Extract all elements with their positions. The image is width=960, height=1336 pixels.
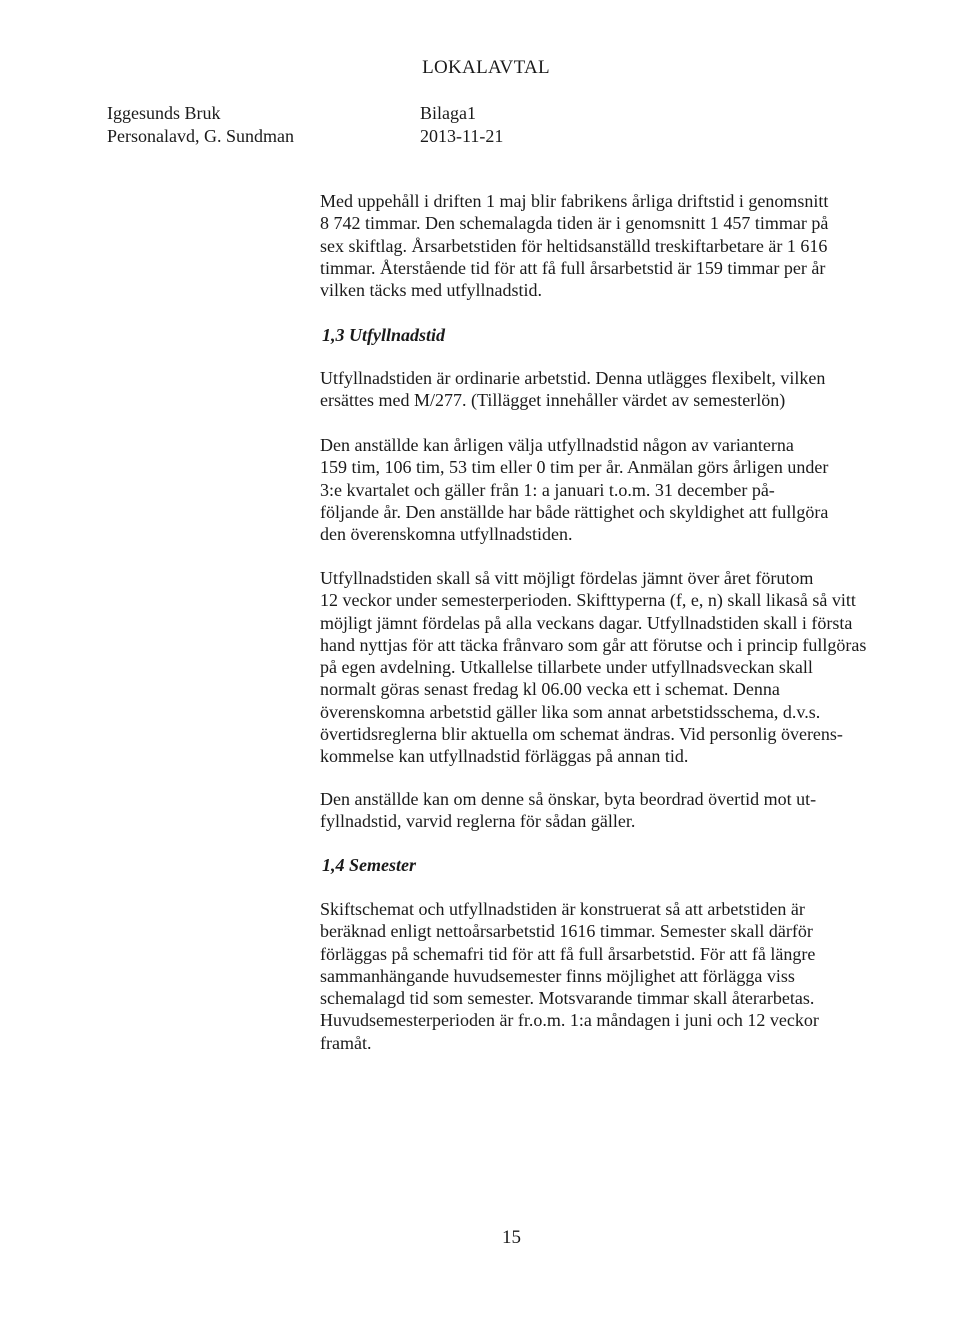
text-line: Huvudsemesterperioden är fr.o.m. 1:a måndagen i juni och 12 veckor — [320, 1010, 819, 1031]
page-number: 15 — [502, 1227, 521, 1248]
header-reference — [420, 102, 503, 148]
text-line: möjligt jämnt fördelas på alla veckans dagar. Utfyllnadstiden skall i första — [320, 612, 853, 633]
text-line: kommelse kan utfyllnadstid förläggas på annan tid. — [320, 746, 689, 767]
text-line: 159 tim, 106 tim, 53 tim eller 0 tim per år. Anmälan görs årligen under — [320, 457, 829, 478]
paragraph-overtime-exchange — [320, 788, 816, 833]
text-line: 8 742 timmar. Den schemalagda tiden är i genomsnitt 1 457 timmar på — [320, 213, 829, 234]
text-line: 3:e kvartalet och gäller från 1: a januari t.o.m. 31 december på- — [320, 479, 775, 500]
text-line: övertidsreglerna blir aktuella om schemat ändras. Vid personlig överens- — [320, 724, 843, 745]
document-date: 2013-11-21 — [420, 126, 504, 146]
company-name: Iggesunds Bruk — [107, 103, 221, 123]
section-heading-utfyllnadstid: 1,3 Utfyllnadstid — [322, 325, 446, 345]
paragraph-utfyllnadstid-choice — [320, 434, 828, 545]
text-line: Den anställde kan årligen välja utfyllnadstid någon av varianterna — [320, 435, 794, 455]
text-line: timmar. Återstående tid för att få full årsarbetstid är 159 timmar per år — [320, 257, 826, 278]
text-line: den överenskomna utfyllnadstiden. — [320, 524, 573, 545]
text-line: ersättes med M/277. (Tillägget innehåller värdet av semesterlön) — [320, 390, 786, 411]
text-line: hand nyttjas för att täcka frånvaro som går att förutse och i princip fullgöras — [320, 634, 867, 655]
paragraph-utfyllnadstid-definition — [320, 367, 825, 412]
text-line: överenskomna arbetstid gäller lika som annat arbetstidsschema, d.v.s. — [320, 701, 821, 722]
appendix-label: Bilaga1 — [420, 103, 476, 123]
text-line: Med uppehåll i driften 1 maj blir fabrikens årliga driftstid i genomsnitt — [320, 191, 829, 211]
text-line: på egen avdelning. Utkallelse tillarbete under utfyllnadsveckan skall — [320, 657, 813, 678]
text-line: beräknad enligt nettoårsarbetstid 1616 timmar. Semester skall därför — [320, 921, 813, 942]
text-line: Utfyllnadstiden är ordinarie arbetstid. Denna utlägges flexibelt, vilken — [320, 368, 826, 388]
header-organization — [107, 102, 294, 148]
paragraph-operating-time — [320, 190, 828, 301]
paragraph-utfyllnadstid-distribution — [320, 567, 866, 768]
text-line: schemalagd tid som semester. Motsvarande timmar skall återarbetas. — [320, 988, 815, 1009]
department-author: Personalavd, G. Sundman — [107, 126, 294, 146]
document-title: LOKALAVTAL — [422, 57, 550, 78]
text-line: förläggas på schemafri tid för att få full årsarbetstid. För att få längre — [320, 943, 816, 964]
text-line: Den anställde kan om denne så önskar, byta beordrad övertid mot ut- — [320, 789, 817, 809]
text-line: framåt. — [320, 1032, 372, 1053]
text-line: Skiftschemat och utfyllnadstiden är konstruerat så att arbetstiden är — [320, 899, 805, 919]
text-line: sex skiftlag. Årsarbetstiden för heltidsanställd treskiftarbetare är 1 616 — [320, 235, 828, 256]
text-line: normalt göras senast fredag kl 06.00 vecka ett i schemat. Denna — [320, 679, 780, 700]
text-line: sammanhängande huvudsemester finns möjlighet att förlägga viss — [320, 965, 795, 986]
text-line: vilken täcks med utfyllnadstid. — [320, 280, 542, 301]
paragraph-semester — [320, 898, 819, 1054]
text-line: följande år. Den anställde har både rättighet och skyldighet att fullgöra — [320, 501, 829, 522]
text-line: Utfyllnadstiden skall så vitt möjligt fördelas jämnt över året förutom — [320, 568, 814, 588]
text-line: fyllnadstid, varvid reglerna för sådan gäller. — [320, 811, 636, 832]
section-heading-semester: 1,4 Semester — [322, 855, 416, 875]
text-line: 12 veckor under semesterperioden. Skifttyperna (f, e, n) skall likaså så vitt — [320, 590, 856, 611]
